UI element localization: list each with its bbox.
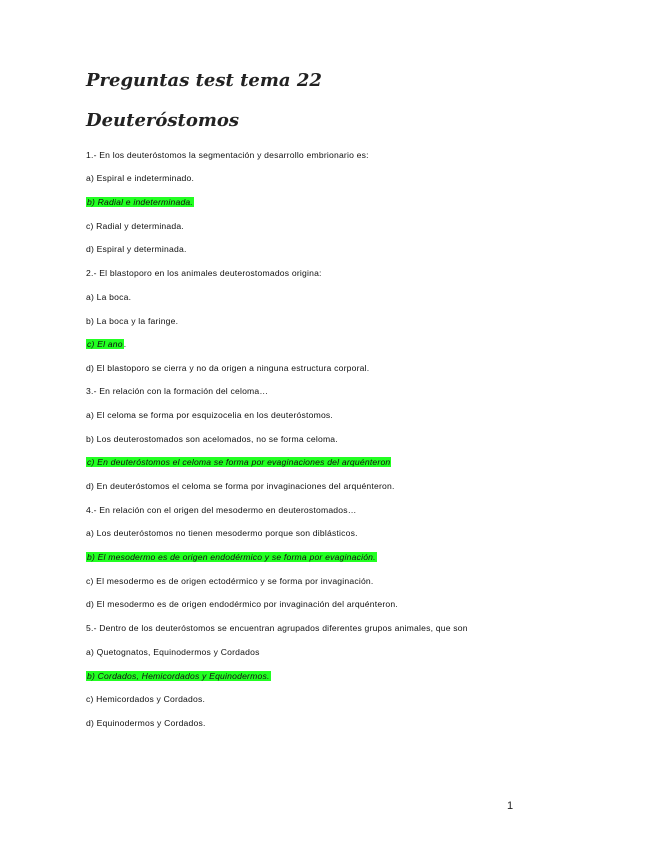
q4-option-a: a) Los deuteróstomos no tienen mesodermo porque son diblásticos.: [86, 528, 358, 538]
q3-option-c-correct: [86, 457, 391, 467]
highlighted-answer: c) El ano: [87, 339, 123, 349]
q2-option-c-suffix: .: [123, 339, 127, 349]
highlighted-answer: b) Cordados, Hemicordados y Equinodermos.: [87, 671, 270, 681]
question-2: 2.- El blastoporo en los animales deuterostomados origina:: [86, 268, 322, 278]
question-4: 4.- En relación con el origen del mesodermo en deuterostomados…: [86, 505, 357, 515]
q2-option-a: a) La boca.: [86, 292, 132, 302]
q1-option-b-correct: [86, 197, 194, 207]
highlighted-answer: b) Radial e indeterminada.: [87, 197, 193, 207]
highlighted-answer: b) El mesodermo es de origen endodérmico y se forma por evaginación.: [87, 552, 376, 562]
q5-option-c: c) Hemicordados y Cordados.: [86, 694, 206, 704]
q4-option-b-correct: [86, 552, 377, 562]
question-3: 3.- En relación con la formación del celoma…: [86, 386, 269, 396]
q5-option-a: a) Quetognatos, Equinodermos y Cordados: [86, 647, 260, 657]
question-1: 1.- En los deuteróstomos la segmentación y desarrollo embrionario es:: [86, 150, 369, 160]
page-number: 1: [507, 800, 514, 812]
q4-option-d: d) El mesodermo es de origen endodérmico por invaginación del arquénteron.: [86, 599, 398, 609]
q3-option-d: d) En deuteróstomos el celoma se forma por invaginaciones del arquénteron.: [86, 481, 395, 491]
q2-option-d: d) El blastoporo se cierra y no da origen a ninguna estructura corporal.: [86, 363, 370, 373]
q2-option-c-correct: [86, 339, 126, 349]
q1-option-d: d) Espiral y determinada.: [86, 244, 187, 254]
question-5: 5.- Dentro de los deuteróstomos se encuentran agrupados diferentes grupos animales, que son: [86, 623, 468, 633]
q2-option-b: b) La boca y la faringe.: [86, 316, 179, 326]
q5-option-d: d) Equinodermos y Cordados.: [86, 718, 206, 728]
q1-option-c: c) Radial y determinada.: [86, 221, 184, 231]
q3-option-b: b) Los deuterostomados son acelomados, no se forma celoma.: [86, 434, 338, 444]
q4-option-c: c) El mesodermo es de origen ectodérmico y se forma por invaginación.: [86, 576, 374, 586]
q3-option-a: a) El celoma se forma por esquizocelia en los deuteróstomos.: [86, 410, 334, 420]
document-title: Preguntas test tema 22: [86, 70, 322, 91]
q1-option-a: a) Espiral e indeterminado.: [86, 173, 195, 183]
highlighted-answer: c) En deuteróstomos el celoma se forma por evaginaciones del arquénteron: [87, 457, 391, 467]
q5-option-b-correct: [86, 671, 271, 681]
section-heading: Deuteróstomos: [86, 110, 240, 131]
